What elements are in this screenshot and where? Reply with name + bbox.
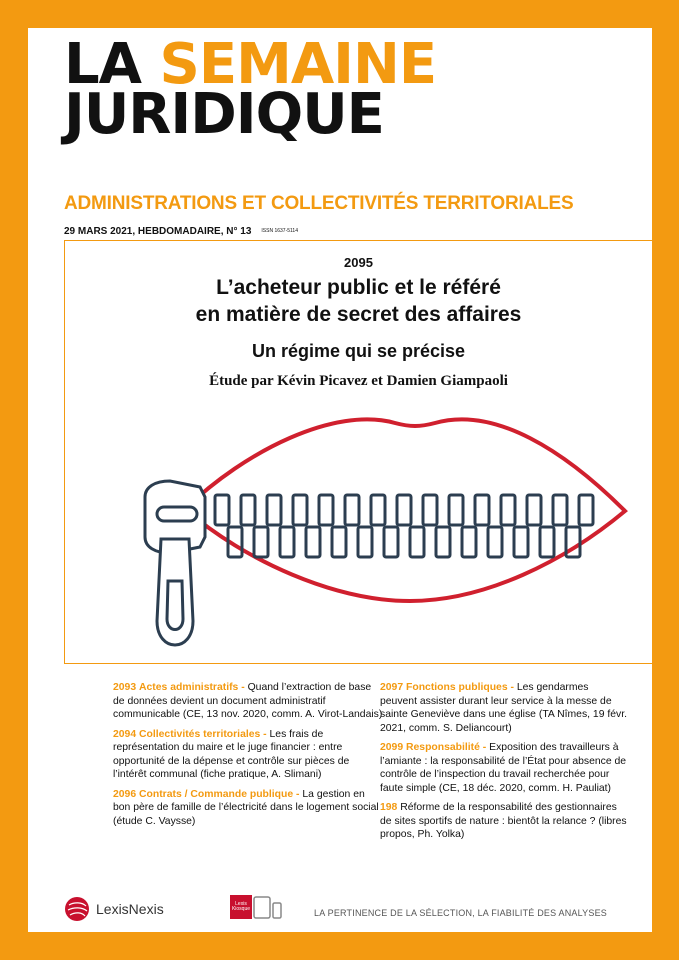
lexisnexis-globe-icon: [64, 896, 90, 922]
lips-outline: [185, 419, 625, 601]
contents-entry[interactable]: 2094 Collectivités territoriales - Les frais de représentation du maire et le juge financier : entre opportunité de la dépense et contrôle sur pièces de l’intérêt communal (fiche pratique, A. Slimani): [113, 728, 350, 781]
masthead-la: LA: [64, 32, 160, 97]
lexis-kiosque-logo[interactable]: [230, 895, 282, 919]
dateline: [64, 226, 298, 237]
feature-deck: Un régime qui se précise: [251, 341, 466, 361]
masthead-semaine: SEMAINE: [159, 32, 437, 97]
brand-name: LexisNexis: [96, 901, 164, 917]
headline-line-1: L’acheteur public et le référé: [216, 276, 501, 299]
feature-box: [64, 240, 652, 664]
zipper-lips-illustration: [65, 241, 653, 665]
tagline: LA PERTINENCE DE LA SÉLECTION, LA FIABILITÉ DES ANALYSES: [314, 908, 607, 918]
contents-entry[interactable]: 2097 Fonctions publiques - Les gendarmes peuvent assister durant leur service à la messe de sainte Geneviève dans une église (TA Nîmes, 19 févr. 2021, comm. S. Deliancourt): [380, 682, 628, 734]
feature-number: 2095: [344, 255, 373, 270]
contents-entry[interactable]: 2093 Actes administratifs - Quand l’extraction de base de données devient un document administratif communicable (CE, 13 nov. 2020, comm. A. Virot-Landais): [113, 682, 383, 721]
kiosque-badge: Lexis Kiosque: [230, 895, 252, 919]
tablet-phone-icon: [252, 895, 282, 919]
contents-entry[interactable]: 2096 Contrats / Commande publique - La gestion en bon père de famille de l’électricité dans le logement social (étude C. Vaysse): [113, 788, 379, 827]
issue-date: 29 MARS 2021, HEBDOMADAIRE, N° 13: [64, 226, 252, 237]
headline-line-2: en matière de secret des affaires: [195, 303, 522, 327]
contents-right-column: [380, 681, 628, 848]
cover-sheet: [28, 28, 652, 932]
lexisnexis-logo[interactable]: [64, 896, 164, 922]
contents-entry[interactable]: 198 Réforme de la responsabilité des gestionnaires de sites sportifs de nature : bientôt la relance ? (libres propos, Ph. Yolka): [380, 802, 627, 841]
masthead-line-2: JURIDIQUE: [64, 82, 384, 148]
feature-byline: Étude par Kévin Picavez et Damien Giampaoli: [209, 373, 508, 389]
zipper-teeth: [215, 495, 593, 557]
issn: ISSN 1637-5114: [261, 228, 298, 235]
journal-subtitle: ADMINISTRATIONS ET COLLECTIVITÉS TERRITORIALES: [64, 193, 574, 214]
contents-left-column: [113, 681, 383, 834]
masthead: [64, 32, 437, 148]
contents-entry[interactable]: 2099 Responsabilité - Exposition des travailleurs à l’amiante : la responsabilité de l’État pour absence de contrôle de l’inspection du travail recherchée pour faute simple (CE, 18 déc. 2020, comm. H. Pauliat): [380, 742, 627, 794]
